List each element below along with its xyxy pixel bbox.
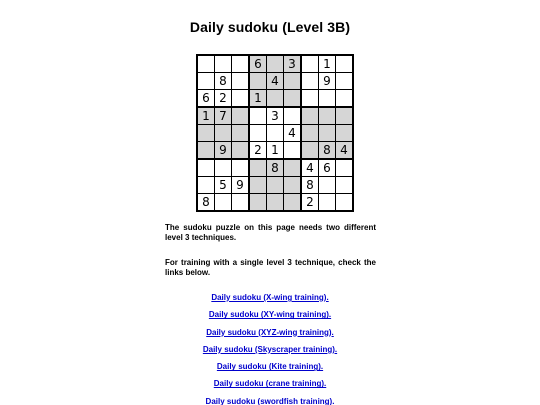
sudoku-cell[interactable] xyxy=(336,90,354,108)
sudoku-cell[interactable] xyxy=(301,73,319,90)
sudoku-cell[interactable] xyxy=(336,159,354,177)
sudoku-cell[interactable] xyxy=(197,177,215,194)
sudoku-cell[interactable] xyxy=(197,125,215,142)
sudoku-cell[interactable]: 6 xyxy=(197,90,215,108)
training-links-list xyxy=(0,293,540,405)
sudoku-cell[interactable] xyxy=(232,55,250,73)
sudoku-cell[interactable]: 1 xyxy=(319,55,336,73)
sudoku-cell[interactable] xyxy=(232,107,250,125)
sudoku-row xyxy=(197,90,353,108)
sudoku-cell[interactable] xyxy=(267,177,284,194)
sudoku-cell[interactable]: 1 xyxy=(249,90,267,108)
sudoku-cell[interactable] xyxy=(284,107,302,125)
link-kite-training[interactable]: Daily sudoku (Kite training). xyxy=(216,362,324,372)
sudoku-cell[interactable] xyxy=(232,90,250,108)
sudoku-cell[interactable] xyxy=(215,55,232,73)
sudoku-cell[interactable] xyxy=(319,90,336,108)
sudoku-cell[interactable]: 3 xyxy=(267,107,284,125)
sudoku-cell[interactable] xyxy=(267,125,284,142)
sudoku-cell[interactable] xyxy=(319,107,336,125)
link-skyscraper-training[interactable]: Daily sudoku (Skyscraper training). xyxy=(202,344,338,354)
sudoku-row xyxy=(197,125,353,142)
sudoku-cell[interactable] xyxy=(267,194,284,212)
sudoku-cell[interactable] xyxy=(232,194,250,212)
sudoku-cell[interactable] xyxy=(336,177,354,194)
sudoku-cell[interactable] xyxy=(336,73,354,90)
sudoku-cell[interactable] xyxy=(284,142,302,160)
sudoku-cell[interactable]: 1 xyxy=(267,142,284,160)
sudoku-row xyxy=(197,73,353,90)
sudoku-cell[interactable] xyxy=(197,159,215,177)
sudoku-cell[interactable]: 6 xyxy=(249,55,267,73)
sudoku-cell[interactable] xyxy=(284,159,302,177)
sudoku-cell[interactable]: 8 xyxy=(197,194,215,212)
sudoku-row xyxy=(197,107,353,125)
page-title: Daily sudoku (Level 3B) xyxy=(189,19,351,35)
sudoku-cell[interactable] xyxy=(249,177,267,194)
sudoku-cell[interactable]: 4 xyxy=(336,142,354,160)
sudoku-cell[interactable]: 9 xyxy=(319,73,336,90)
sudoku-cell[interactable] xyxy=(284,194,302,212)
sudoku-cell[interactable]: 2 xyxy=(301,194,319,212)
sudoku-cell[interactable] xyxy=(301,107,319,125)
description-paragraph-2: For training with a single level 3 technique, check the links below. xyxy=(165,258,376,277)
sudoku-cell[interactable]: 4 xyxy=(267,73,284,90)
sudoku-cell[interactable] xyxy=(249,107,267,125)
sudoku-cell[interactable]: 2 xyxy=(215,90,232,108)
sudoku-cell[interactable] xyxy=(197,55,215,73)
sudoku-row xyxy=(197,177,353,194)
sudoku-row xyxy=(197,142,353,160)
sudoku-cell[interactable] xyxy=(232,73,250,90)
sudoku-cell[interactable] xyxy=(301,125,319,142)
sudoku-cell[interactable] xyxy=(215,159,232,177)
sudoku-row xyxy=(197,194,353,212)
sudoku-cell[interactable]: 6 xyxy=(319,159,336,177)
sudoku-grid xyxy=(196,54,354,212)
sudoku-cell[interactable]: 3 xyxy=(284,55,302,73)
sudoku-cell[interactable]: 2 xyxy=(249,142,267,160)
sudoku-cell[interactable]: 8 xyxy=(301,177,319,194)
sudoku-cell[interactable] xyxy=(336,107,354,125)
sudoku-row xyxy=(197,55,353,73)
sudoku-cell[interactable]: 7 xyxy=(215,107,232,125)
sudoku-cell[interactable] xyxy=(319,177,336,194)
sudoku-cell[interactable]: 1 xyxy=(197,107,215,125)
sudoku-cell[interactable]: 8 xyxy=(215,73,232,90)
sudoku-cell[interactable] xyxy=(249,159,267,177)
sudoku-cell[interactable] xyxy=(232,125,250,142)
link-swordfish-training[interactable]: Daily sudoku (swordfish training). xyxy=(205,396,335,405)
sudoku-cell[interactable] xyxy=(284,90,302,108)
sudoku-cell[interactable] xyxy=(301,142,319,160)
link-xy-wing-training[interactable]: Daily sudoku (XY-wing training). xyxy=(208,310,332,320)
sudoku-cell[interactable] xyxy=(197,73,215,90)
sudoku-cell[interactable] xyxy=(232,142,250,160)
sudoku-cell[interactable] xyxy=(284,177,302,194)
sudoku-cell[interactable] xyxy=(301,55,319,73)
sudoku-cell[interactable] xyxy=(232,159,250,177)
sudoku-cell[interactable] xyxy=(249,125,267,142)
sudoku-cell[interactable] xyxy=(249,73,267,90)
link-crane-training[interactable]: Daily sudoku (crane training). xyxy=(213,379,327,389)
sudoku-cell[interactable]: 9 xyxy=(215,142,232,160)
link-x-wing-training[interactable]: Daily sudoku (X-wing training). xyxy=(211,293,329,302)
sudoku-cell[interactable]: 4 xyxy=(301,159,319,177)
sudoku-cell[interactable]: 8 xyxy=(319,142,336,160)
link-xyz-wing-training[interactable]: Daily sudoku (XYZ-wing training). xyxy=(206,327,334,337)
sudoku-cell[interactable] xyxy=(336,55,354,73)
sudoku-cell[interactable] xyxy=(301,90,319,108)
sudoku-cell[interactable] xyxy=(215,194,232,212)
sudoku-cell[interactable] xyxy=(336,194,354,212)
sudoku-cell[interactable] xyxy=(197,142,215,160)
sudoku-cell[interactable]: 8 xyxy=(267,159,284,177)
sudoku-row xyxy=(197,159,353,177)
sudoku-cell[interactable] xyxy=(215,125,232,142)
sudoku-cell[interactable] xyxy=(336,125,354,142)
sudoku-cell[interactable] xyxy=(267,90,284,108)
sudoku-cell[interactable] xyxy=(249,194,267,212)
sudoku-cell[interactable]: 9 xyxy=(232,177,250,194)
sudoku-cell[interactable]: 4 xyxy=(284,125,302,142)
description-paragraph-1: The sudoku puzzle on this page needs two different level 3 techniques. xyxy=(165,223,376,242)
sudoku-cell[interactable]: 5 xyxy=(215,177,232,194)
sudoku-cell[interactable] xyxy=(319,194,336,212)
sudoku-cell[interactable] xyxy=(267,55,284,73)
sudoku-cell[interactable] xyxy=(284,73,302,90)
sudoku-cell[interactable] xyxy=(319,125,336,142)
